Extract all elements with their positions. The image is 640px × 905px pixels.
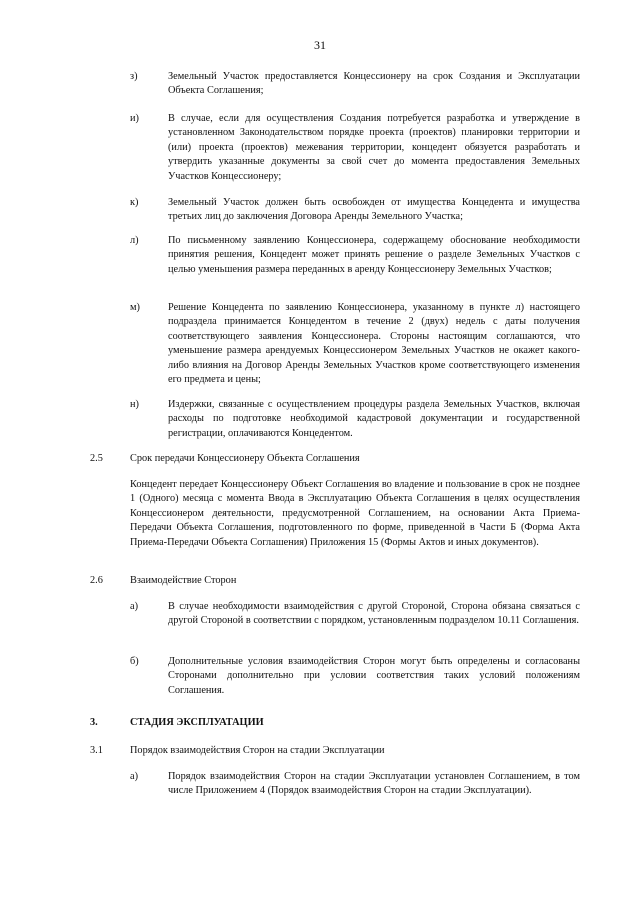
section-number: 2.6 [90, 575, 103, 586]
item-label: и) [130, 113, 139, 124]
section-title: Срок передачи Концессионеру Объекта Соглашения [130, 453, 360, 464]
item-text: В случае необходимости взаимодействия с другой Стороной, Сторона обязана связаться с другой Стороной в соответствии с порядком, установленным подразделом 10.11 Соглашения. [168, 601, 580, 627]
item-text: Решение Концедента по заявлению Концессионера, указанному в пункте л) настоящего подраздела принимается Концедентом в течение 2 (двух) недель с даты получения соответствующего заявления Концессионера. Стороны настоящим соглашаются, что уменьшение размера арендуемых Концессионером Земельных Участков не окажет какого-либо влияния на Договор Аренды Земельных Участков кроме соответствующего изменения его предмета и цены; [168, 302, 580, 386]
item-label: з) [130, 71, 138, 82]
item-label: к) [130, 197, 139, 208]
section-title: Порядок взаимодействия Сторон на стадии Эксплуатации [130, 745, 385, 756]
item-label: л) [130, 235, 139, 246]
item-label: а) [130, 601, 138, 612]
item-label: м) [130, 302, 140, 313]
item-label: б) [130, 656, 139, 667]
item-label: а) [130, 771, 138, 782]
item-text: Земельный Участок предоставляется Концессионеру на срок Создания и Эксплуатации Объекта Соглашения; [168, 71, 580, 97]
item-text: Земельный Участок должен быть освобожден от имущества Концедента и имущества третьих лиц до заключения Договора Аренды Земельного Участка; [168, 197, 580, 223]
item-text: По письменному заявлению Концессионера, содержащему обоснование необходимости принятия решения, Концедент может принять решение о разделе Земельных Участков с целью уменьшения размера переданных в аренду Концессионеру Земельных Участков; [168, 235, 580, 275]
page-number: 31 [314, 38, 326, 52]
item-text: В случае, если для осуществления Создания потребуется разработка и утверждение в установленном Законодательством порядке проекта (проектов) планировки территории и (или) проекта (проектов) межевания территории, концедент обязуется разработать и утвердить указанные документы за свой счет до момента предоставления Земельных Участков Концессионеру; [168, 113, 580, 182]
section-number: 3.1 [90, 745, 103, 756]
item-label: н) [130, 399, 139, 410]
item-text: Издержки, связанные с осуществлением процедуры раздела Земельных Участков, включая расходы по подготовке необходимой кадастровой документации и государственной регистрации, оплачиваются Концедентом. [168, 399, 580, 439]
section-number: 3. [90, 717, 98, 728]
item-text: Порядок взаимодействия Сторон на стадии Эксплуатации установлен Соглашением, в том числе Приложением 4 (Порядок взаимодействия Сторон на стадии Эксплуатации). [168, 771, 580, 797]
section-2-5-body: Концедент передает Концессионеру Объект Соглашения во владение и пользование в срок не позднее 1 (Одного) месяца с момента Ввода в Эксплуатацию Объекта Соглашения в целях осуществления Концессионером деятельности, предусмотренной Соглашением, на основании Акта Приема-Передачи Объекта Соглашения, подготовленного по форме, приведенной в Части Б (Форма Акта Приема-Передачи Объекта Соглашения) Приложения 15 (Формы Актов и иных документов). [130, 479, 580, 548]
section-number: 2.5 [90, 453, 103, 464]
item-text: Дополнительные условия взаимодействия Сторон могут быть определены и согласованы Сторонами дополнительно при условии соответствия таких условий положениям Соглашения. [168, 656, 580, 696]
section-title: Взаимодействие Сторон [130, 575, 237, 586]
section-title: СТАДИЯ ЭКСПЛУАТАЦИИ [130, 717, 264, 728]
